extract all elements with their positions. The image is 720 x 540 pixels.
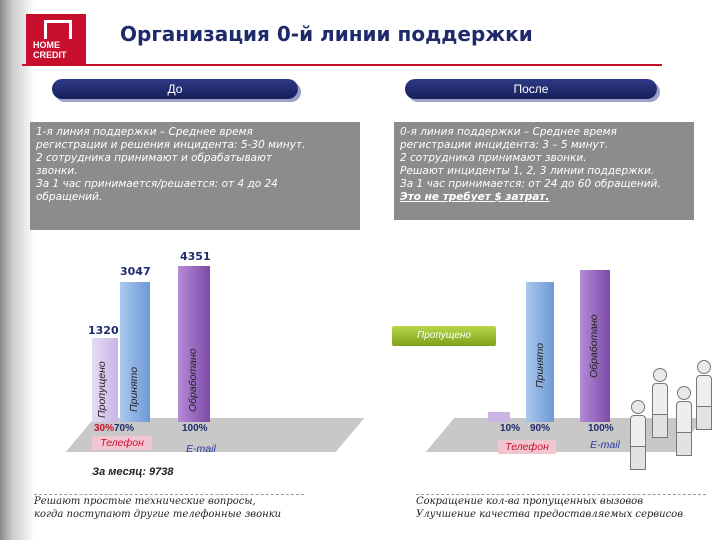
- page-title: Организация 0-й линии поддержки: [120, 22, 533, 46]
- right-missed-bar: [488, 412, 510, 422]
- before-line: звонки.: [36, 165, 78, 177]
- left-accepted-percent: 70%: [114, 423, 135, 434]
- before-line: регистрации и решения инцидента: 5-30 минут.: [36, 139, 306, 151]
- right-accepted-label: Принято: [534, 342, 546, 388]
- monthly-total: За месяц: 9738: [92, 466, 174, 478]
- before-line: За 1 час принимается/решается: от 4 до 24: [36, 178, 278, 190]
- logo-text: HOME CREDIT: [33, 40, 67, 60]
- before-description-box: [30, 122, 360, 230]
- left-note-line: Решают простые технические вопросы,: [34, 496, 256, 507]
- right-phone-channel: Телефон: [498, 440, 556, 454]
- person-icon: [652, 368, 666, 438]
- right-note: [416, 494, 706, 521]
- after-line-no-cost: Это не требует $ затрат.: [400, 191, 550, 203]
- left-note-line: когда поступают другие телефонные звонки: [34, 509, 282, 520]
- after-line: 0-я линия поддержки – Среднее время: [400, 126, 617, 138]
- left-note: [34, 494, 304, 521]
- after-line: регистрации инцидента: 3 – 5 минут.: [400, 139, 609, 151]
- tab-before[interactable]: До: [52, 79, 298, 99]
- after-line: Решают инциденты 1, 2, 3 линии поддержки.: [400, 165, 655, 177]
- after-line: За 1 час принимается: от 24 до 60 обращений.: [400, 178, 661, 190]
- before-line: 1-я линия поддержки – Среднее время: [36, 126, 253, 138]
- home-credit-logo: [26, 14, 86, 66]
- after-description-box: [394, 122, 694, 220]
- left-missed-value: 1320: [88, 324, 119, 337]
- left-accepted-label: Принято: [128, 366, 140, 412]
- left-missed-label: Пропущено: [96, 361, 108, 418]
- left-processed-value: 4351: [180, 250, 211, 263]
- before-line: 2 сотрудника принимают и обрабатывают: [36, 152, 273, 164]
- house-icon: [44, 20, 72, 39]
- left-missed-percent: 30%: [94, 423, 115, 434]
- tab-after[interactable]: После: [405, 79, 657, 99]
- right-missed-callout: Пропущено: [392, 326, 496, 346]
- before-line: обращений.: [36, 191, 103, 203]
- left-accepted-value: 3047: [120, 265, 151, 278]
- person-icon: [676, 386, 690, 456]
- right-note-line: Сокращение кол-ва пропущенных вызовов: [416, 496, 644, 507]
- person-icon: [630, 400, 644, 470]
- right-missed-percent: 10%: [500, 423, 521, 434]
- right-processed-label: Обработано: [588, 314, 600, 378]
- right-note-line: Улучшение качества предоставляемых сервисов: [416, 509, 684, 520]
- left-email-channel: E-mail: [186, 443, 216, 455]
- left-phone-channel: Телефон: [92, 436, 152, 450]
- right-accepted-percent: 90%: [530, 423, 551, 434]
- title-divider: [22, 64, 662, 66]
- after-line: 2 сотрудника принимают звонки.: [400, 152, 587, 164]
- right-processed-percent: 100%: [588, 423, 614, 434]
- left-processed-label: Обработано: [187, 348, 199, 412]
- left-processed-percent: 100%: [182, 423, 208, 434]
- right-email-channel: E-mail: [590, 439, 620, 451]
- person-icon: [696, 360, 710, 430]
